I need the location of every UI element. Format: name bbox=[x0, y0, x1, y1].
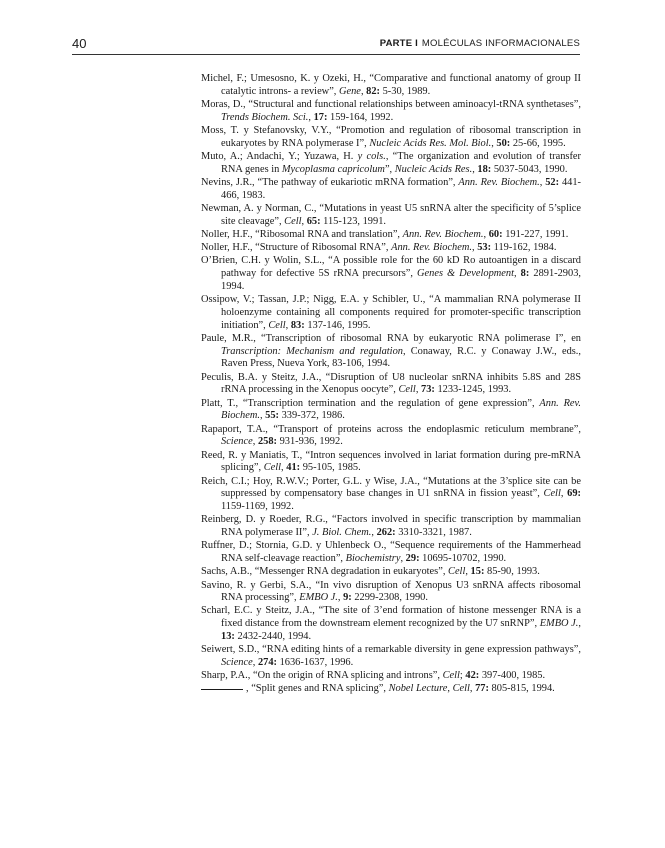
reference-entry bbox=[201, 125, 581, 151]
reference-entry bbox=[201, 424, 581, 450]
reference-text: Seiwert, S.D., “RNA editing hints of a remarkable diversity in gene expression pathways”, bbox=[201, 644, 581, 656]
reference-text: 15: bbox=[470, 566, 485, 578]
reference-text: , bbox=[400, 553, 406, 565]
reference-entry bbox=[201, 476, 581, 514]
reference-text: , bbox=[514, 268, 521, 280]
reference-text: , bbox=[469, 683, 476, 695]
reference-text: 1636-1637, 1996. bbox=[276, 657, 354, 669]
reference-text: ; bbox=[459, 670, 466, 682]
reference-text: 3310-3321, 1987. bbox=[395, 527, 472, 539]
reference-text: 41: bbox=[286, 462, 301, 474]
reference-text: Ossipow, V.; Tassan, J.P.; Nigg, E.A. y Schibler, U., “A mammalian RNA polymerase II holoenzyme containing all components required for promoter-specific transcription initiation”, bbox=[201, 294, 581, 331]
reference-text: Reinberg, D. y Roeder, R.G., “Factors involved in specific transcription by mammalian RNA polymerase II”, bbox=[201, 514, 581, 539]
reference-text: Nevins, J.R., “The pathway of eukariotic mRNA formation”, bbox=[201, 176, 459, 188]
reference-entry bbox=[201, 398, 581, 424]
running-head bbox=[380, 38, 580, 49]
reference-text: Biochemistry bbox=[345, 553, 401, 565]
reference-text: , bbox=[259, 410, 266, 422]
reference-entry bbox=[201, 242, 581, 255]
reference-text: Cell bbox=[442, 670, 460, 682]
reference-text: , bbox=[252, 657, 258, 669]
reference-entry bbox=[201, 540, 581, 566]
reference-text: 931-936, 1992. bbox=[276, 436, 343, 448]
reference-text: 10695-10702, 1990. bbox=[419, 553, 507, 565]
reference-text: Cell bbox=[452, 683, 470, 695]
reference-text: , bbox=[252, 436, 258, 448]
reference-text: Ann. Rev. Biochem. bbox=[221, 397, 581, 422]
reference-text: , bbox=[465, 566, 471, 578]
reference-text: , bbox=[301, 215, 307, 227]
reference-text: 77: bbox=[475, 683, 489, 695]
reference-text: 42: bbox=[465, 670, 480, 682]
reference-text: 191-227, 1991. bbox=[502, 228, 569, 240]
reference-text: , Conaway, R.C. y Conaway J.W., eds., Raven Press, Nueva York, 83-106, 1994. bbox=[221, 345, 581, 370]
reference-text: 2299-2308, 1990. bbox=[351, 592, 428, 604]
reference-entry bbox=[201, 566, 581, 579]
part-label: PARTE I bbox=[379, 38, 418, 49]
reference-text: J. Biol. Chem. bbox=[312, 527, 372, 539]
reference-text: 73: bbox=[421, 384, 435, 396]
reference-text: EMBO J. bbox=[299, 592, 338, 604]
reference-text: EMBO J. bbox=[539, 618, 579, 630]
reference-text: 2891-2903, 1994. bbox=[221, 268, 581, 292]
reference-text: 274: bbox=[257, 657, 277, 669]
reference-text: Cell bbox=[543, 488, 561, 500]
reference-text: Paule, M.R., “Transcription of ribosomal RNA by eukaryotic RNA polimerase I”, en bbox=[201, 332, 581, 344]
reference-text: ”, bbox=[384, 163, 395, 175]
reference-text: O’Brien, C.H. y Wolin, S.L., “A possible role for the 60 kD Ro autoantigen in a discard pathway for defective 5S rRNA precursors”, bbox=[201, 255, 581, 280]
reference-text: 159-164, 1992. bbox=[327, 111, 394, 123]
reference-text: 69: bbox=[567, 488, 581, 500]
reference-text: Newman, A. y Norman, C., “Mutations in yeast U5 snRNA alter the specificity of 5’splice site cleavage”, bbox=[201, 202, 581, 227]
reference-text: 83: bbox=[290, 319, 305, 331]
reference-text: Genes & Development bbox=[417, 268, 514, 280]
repeat-author-dash bbox=[201, 689, 243, 690]
reference-entry bbox=[201, 605, 581, 643]
reference-text: Ann. Rev. Biochem. bbox=[402, 228, 484, 240]
reference-text: 258: bbox=[257, 436, 277, 448]
reference-entry bbox=[201, 450, 581, 476]
reference-text: Noller, H.F., “Structure of Ribosomal RNA”, bbox=[201, 242, 392, 254]
reference-text: , bbox=[360, 85, 367, 97]
reference-text: , bbox=[560, 488, 568, 500]
reference-text: 13: bbox=[221, 631, 235, 643]
reference-text: 60: bbox=[488, 228, 503, 240]
reference-text: 50: bbox=[496, 137, 511, 149]
reference-entry bbox=[201, 670, 581, 683]
reference-text: Reed, R. y Maniatis, T., “Intron sequences involved in lariat formation during pre-mRNA splicing”, bbox=[201, 449, 581, 474]
reference-entry bbox=[201, 644, 581, 670]
reference-text: Cell bbox=[284, 215, 302, 227]
reference-text: 1159-1169, 1992. bbox=[221, 501, 294, 513]
reference-entry bbox=[201, 73, 581, 99]
reference-text: , bbox=[539, 176, 546, 188]
reference-text: 805-815, 1994. bbox=[488, 683, 555, 695]
reference-text: 8: bbox=[520, 268, 530, 280]
reference-entry bbox=[201, 255, 581, 293]
reference-text: 115-123, 1991. bbox=[320, 215, 386, 227]
reference-text: 1233-1245, 1993. bbox=[434, 384, 512, 396]
reference-text: , bbox=[447, 683, 453, 695]
reference-text: 137-146, 1995. bbox=[304, 319, 371, 331]
reference-text: Gene bbox=[339, 85, 361, 97]
reference-entry bbox=[201, 203, 581, 229]
reference-text: , bbox=[371, 527, 377, 539]
reference-text: 441-466, 1983. bbox=[221, 176, 581, 201]
reference-text: 339-372, 1986. bbox=[279, 410, 345, 422]
reference-text: , bbox=[285, 319, 291, 331]
reference-text: Reich, C.I.; Hoy, R.W.V.; Porter, G.L. y Wise, J.A., “Mutations at the 3’splice site can be suppressed by compensatory base changes in U1 snRNA in fission yeast”, bbox=[201, 475, 581, 500]
reference-text: , bbox=[483, 228, 489, 240]
reference-entry bbox=[201, 333, 581, 371]
reference-text: Michel, F.; Umesosno, K. y Ozeki, H., “Comparative and functional anatomy of group II catalytic introns- a review”, bbox=[201, 73, 581, 97]
reference-text: , bbox=[471, 242, 478, 254]
reference-text: 95-105, 1985. bbox=[300, 462, 361, 474]
reference-text: Mycoplasma capricolum bbox=[281, 163, 385, 175]
reference-text: , bbox=[281, 462, 287, 474]
reference-text: , “Split genes and RNA splicing”, bbox=[246, 683, 389, 695]
reference-entry bbox=[201, 580, 581, 606]
reference-text: Noller, H.F., “Ribosomal RNA and translation”, bbox=[201, 228, 403, 240]
reference-text: 262: bbox=[376, 527, 396, 539]
reference-entry bbox=[201, 229, 581, 242]
reference-text: , bbox=[337, 592, 344, 604]
reference-text: 2432-2440, 1994. bbox=[234, 631, 312, 643]
reference-text: Cell bbox=[398, 384, 416, 396]
reference-text: Transcription: Mechanism and regulation bbox=[221, 345, 403, 357]
reference-text: Nucleic Acids Res. Mol. Biol. bbox=[369, 137, 492, 149]
reference-text: Sachs, A.B., “Messenger RNA degradation in eukaryotes”, bbox=[201, 566, 449, 578]
reference-text: Ann. Rev. Biochem. bbox=[458, 176, 540, 188]
reference-entry bbox=[201, 177, 581, 203]
reference-text: 9: bbox=[343, 592, 352, 604]
reference-text: y cols. bbox=[357, 150, 386, 162]
reference-text: Peculis, B.A. y Steitz, J.A., “Disruption of U8 nucleolar snRNA inhibits 5.8S and 28S rRNA processing in the Xenopus oocyte”, bbox=[201, 371, 581, 396]
reference-text: Nucleic Acids Res. bbox=[394, 163, 473, 175]
reference-text: , bbox=[491, 137, 497, 149]
reference-text: 5037-5043, 1990. bbox=[491, 163, 568, 175]
reference-text: Rapaport, T.A., “Transport of proteins across the endoplasmic reticulum membrane”, bbox=[201, 423, 581, 435]
page-header bbox=[72, 36, 580, 52]
reference-text: , bbox=[308, 111, 314, 123]
reference-text: 82: bbox=[366, 85, 380, 97]
reference-text: Ann. Rev. Biochem. bbox=[391, 242, 472, 254]
reference-entry bbox=[201, 294, 581, 332]
reference-text: 25-66, 1995. bbox=[510, 137, 566, 149]
reference-text: Nobel Lecture bbox=[388, 683, 448, 695]
reference-text: , “The organization and evolution of transfer RNA genes in bbox=[221, 150, 581, 175]
reference-text: Science bbox=[221, 436, 253, 448]
reference-text: Moss, T. y Stefanovsky, V.Y., “Promotion and regulation of ribosomal transcription in eukaryotes by RNA polymerase I”, bbox=[201, 124, 581, 149]
reference-entry bbox=[201, 683, 581, 696]
reference-text: Cell bbox=[263, 462, 282, 474]
header-rule bbox=[72, 54, 580, 55]
reference-text: , bbox=[578, 618, 581, 630]
reference-text: , bbox=[472, 163, 478, 175]
reference-text: 29: bbox=[405, 553, 420, 565]
reference-text: Cell bbox=[268, 319, 286, 331]
reference-text: Moras, D., “Structural and functional relationships between aminoacyl-tRNA synthetases”, bbox=[201, 98, 581, 110]
reference-text: Muto, A.; Andachi, Y.; Yuzawa, H. bbox=[201, 150, 358, 162]
reference-text: 65: bbox=[306, 215, 321, 227]
reference-text: Ruffner, D.; Stornia, G.D. y Uhlenbeck O., “Sequence requirements of the Hammerhead RNA self-cleavage reaction”, bbox=[201, 540, 581, 565]
part-title: MOLÉCULAS INFORMACIONALES bbox=[421, 38, 580, 49]
reference-text: Savino, R. y Gerbi, S.A., “In vivo disruption of Xenopus U3 snRNA affects ribosomal RNA processing”, bbox=[201, 579, 581, 604]
reference-text: 52: bbox=[545, 176, 560, 188]
reference-text: Scharl, E.C. y Steitz, J.A., “The site of 3’end formation of histone messenger RNA is a fixed distance from the downstream element recognized by the U7 snRNP”, bbox=[201, 605, 581, 630]
reference-text: Sharp, P.A., “On the origin of RNA splicing and introns”, bbox=[201, 670, 443, 682]
reference-entry bbox=[201, 151, 581, 177]
reference-text: , bbox=[415, 384, 422, 396]
reference-text: Cell bbox=[448, 566, 466, 578]
reference-text: 397-400, 1985. bbox=[479, 670, 546, 682]
page-number: 40 bbox=[72, 36, 87, 51]
reference-entry bbox=[201, 372, 581, 398]
reference-list bbox=[201, 73, 581, 697]
reference-entry bbox=[201, 99, 581, 125]
reference-text: 18: bbox=[477, 163, 492, 175]
reference-text: 85-90, 1993. bbox=[484, 566, 540, 578]
reference-text: Platt, T., “Transcription termination and the regulation of gene expression”, bbox=[201, 397, 540, 409]
reference-text: 119-162, 1984. bbox=[491, 242, 557, 254]
reference-text: 55: bbox=[265, 410, 280, 422]
reference-text: Science bbox=[221, 657, 253, 669]
reference-text: 17: bbox=[313, 111, 328, 123]
reference-text: 5-30, 1989. bbox=[380, 85, 431, 97]
reference-text: Trends Biochem. Sci. bbox=[221, 111, 309, 123]
reference-entry bbox=[201, 514, 581, 540]
reference-text: 53: bbox=[477, 242, 492, 254]
